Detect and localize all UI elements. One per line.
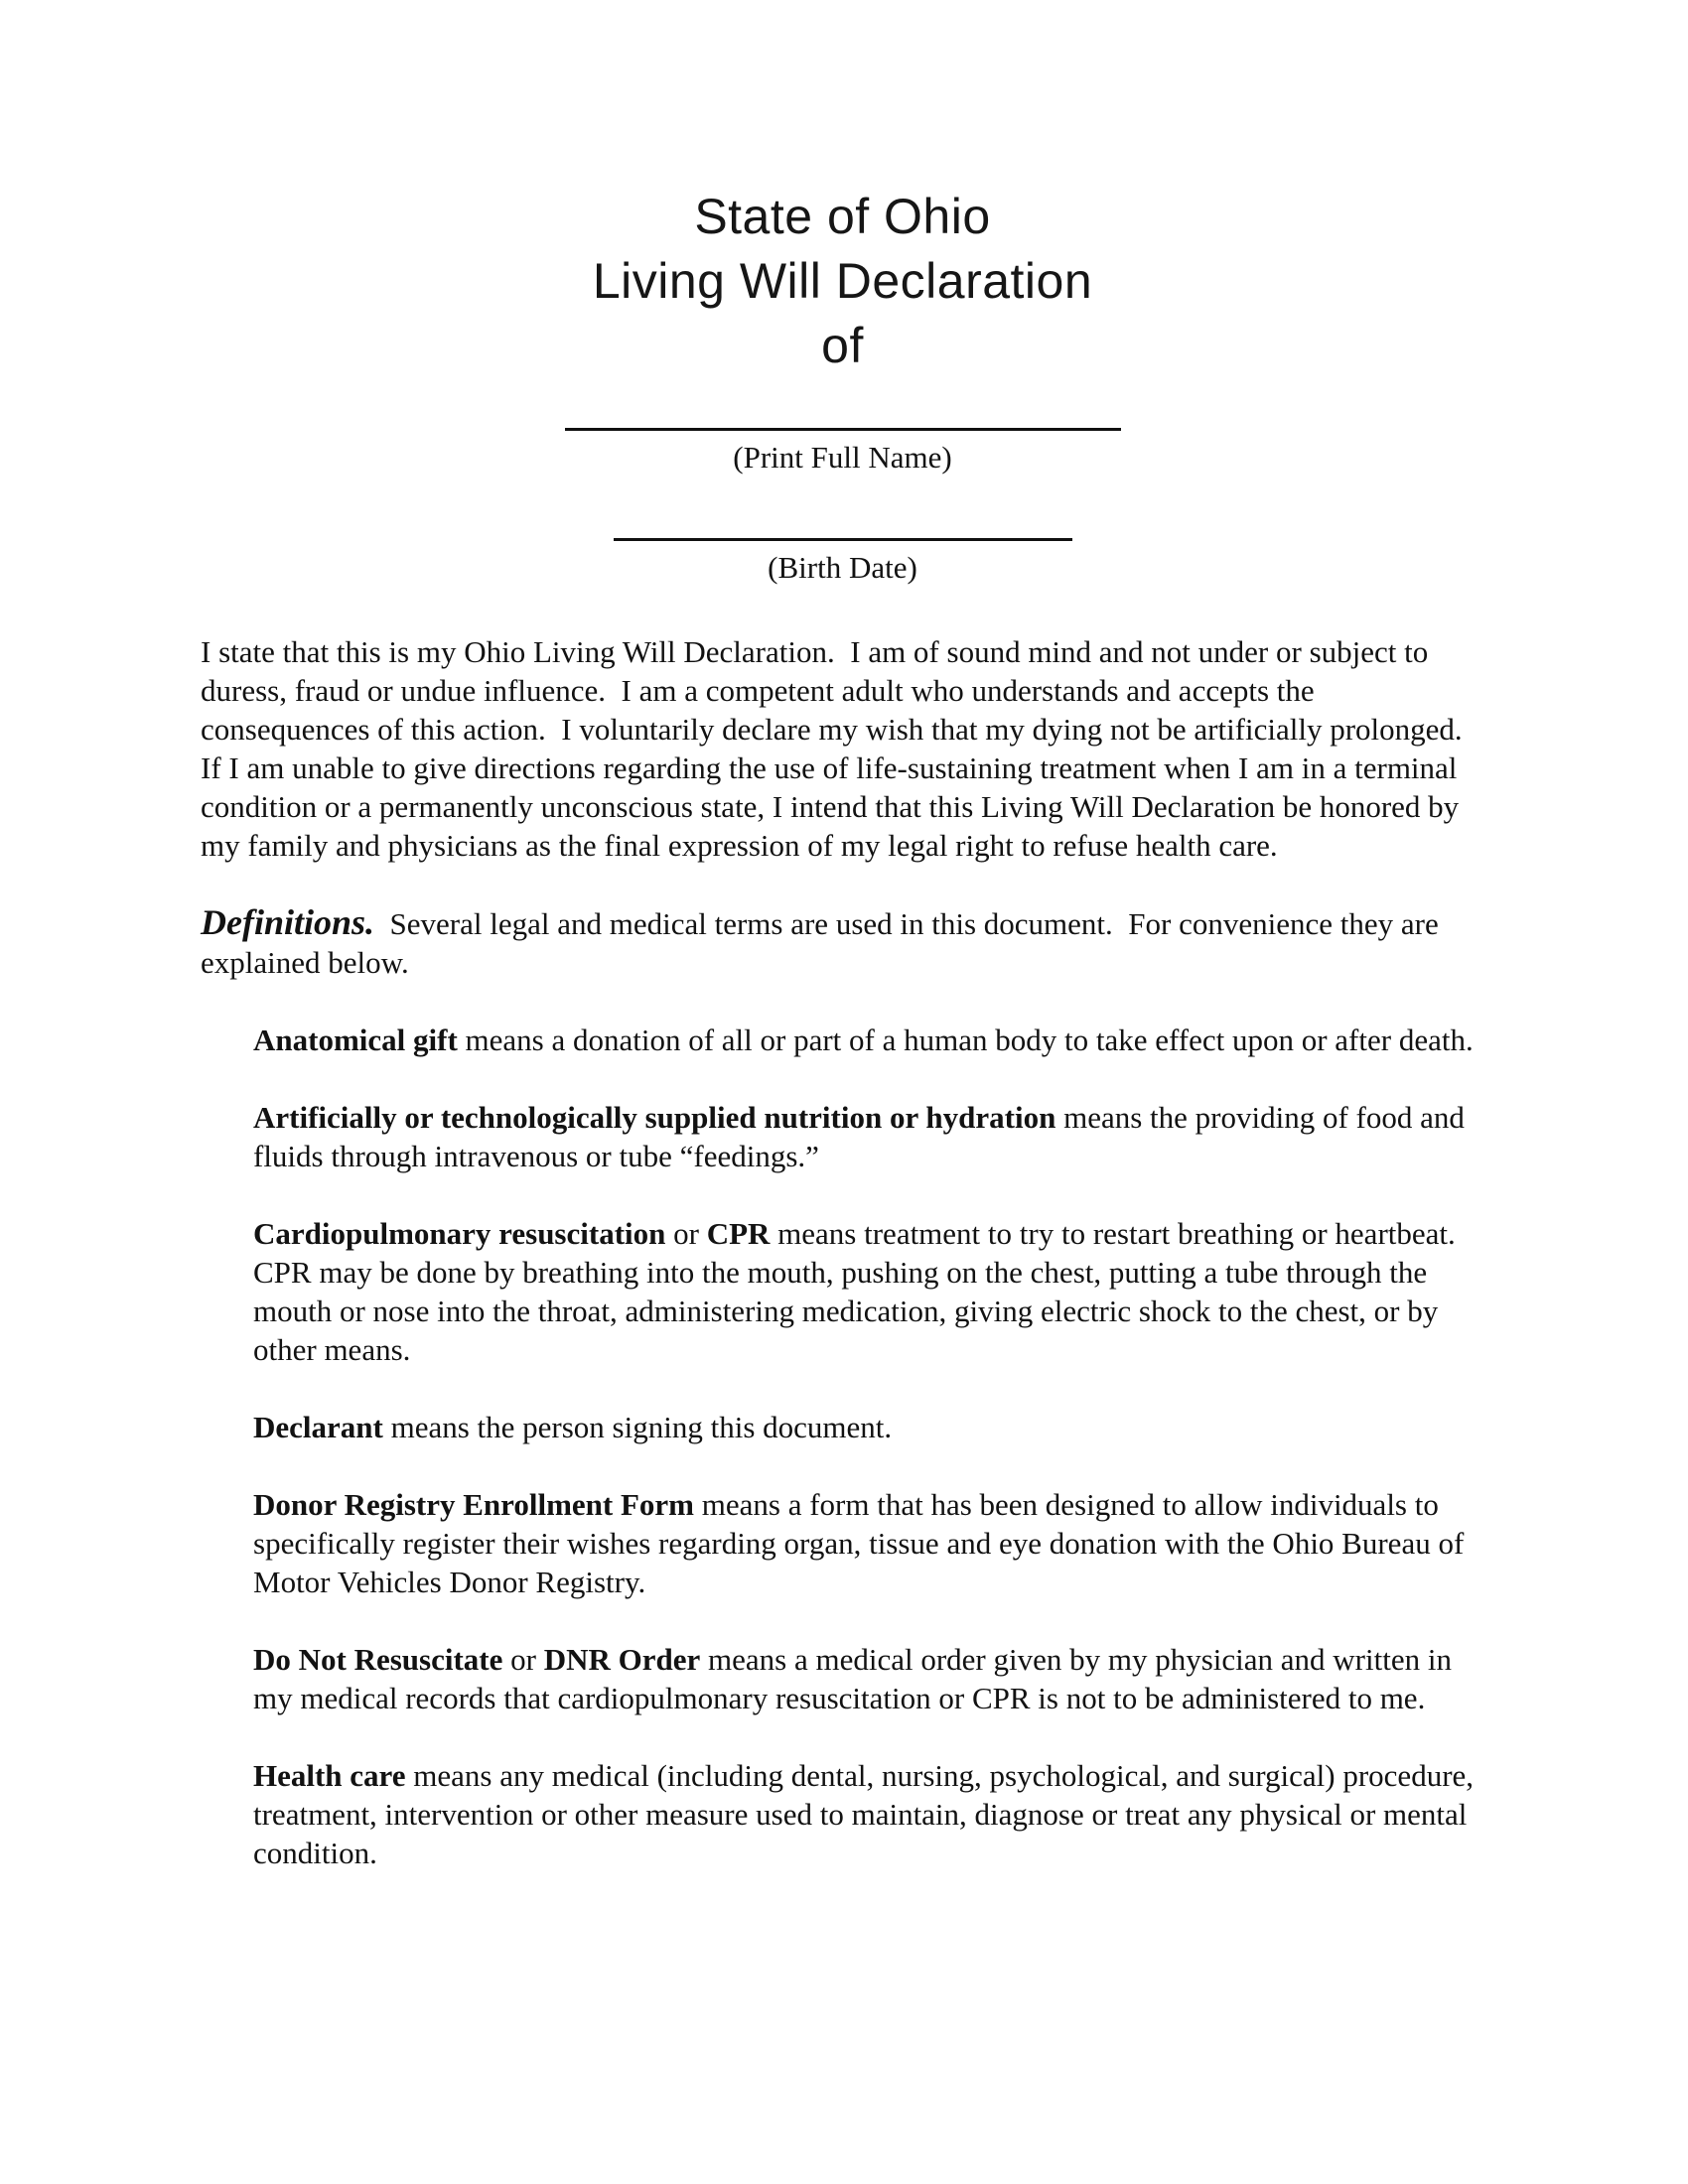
definition-term-abbr: CPR bbox=[706, 1216, 771, 1251]
definition-term: Health care bbox=[253, 1758, 406, 1793]
definition-anatomical-gift bbox=[253, 1021, 1484, 1059]
definition-term: Do Not Resuscitate bbox=[253, 1642, 503, 1677]
definition-connector: or bbox=[665, 1216, 707, 1251]
birth-date-field bbox=[201, 538, 1484, 587]
definition-term: Donor Registry Enrollment Form bbox=[253, 1487, 694, 1522]
title-line-declaration: Living Will Declaration bbox=[592, 253, 1093, 309]
definition-term: Anatomical gift bbox=[253, 1023, 458, 1057]
definition-text: means a medical order given by my physician and written in my medical records that cardiopulmonary resuscitation or CPR is not to be administered to me. bbox=[253, 1642, 1460, 1715]
definition-declarant bbox=[253, 1408, 1484, 1446]
definition-text: means a donation of all or part of a human body to take effect upon or after death. bbox=[457, 1023, 1474, 1057]
definition-term: Cardiopulmonary resuscitation bbox=[253, 1216, 666, 1251]
print-full-name-field bbox=[201, 428, 1484, 477]
birth-date-line bbox=[614, 538, 1072, 541]
definition-term: Artificially or technologically supplied nutrition or hydration bbox=[253, 1100, 1056, 1135]
title-line-state: State of Ohio bbox=[694, 189, 991, 244]
definition-artificial-nutrition bbox=[253, 1098, 1484, 1175]
intro-paragraph: I state that this is my Ohio Living Will Declaration. I am of sound mind and not under or subject to duress, fraud or undue influence. I am a competent adult who understands and accepts the consequences of this action. I voluntarily declare my wish that my dying not be artificially prolonged. If I am unable to give directions regarding the use of life-sustaining treatment when I am in a terminal condition or a permanently unconscious state, I intend that this Living Will Declaration be honored by my family and physicians as the final expression of my legal right to refuse health care. bbox=[201, 634, 1471, 863]
definition-text: means any medical (including dental, nursing, psychological, and surgical) procedure, treatment, intervention or other measure used to maintain, diagnose or treat any physical or mental condition. bbox=[253, 1758, 1481, 1870]
definition-term-abbr: DNR Order bbox=[543, 1642, 701, 1677]
birth-date-label: (Birth Date) bbox=[768, 550, 917, 585]
print-full-name-line bbox=[565, 428, 1121, 431]
definition-term: Declarant bbox=[253, 1410, 383, 1444]
definition-donor-registry bbox=[253, 1485, 1484, 1601]
definition-text: means a form that has been designed to allow individuals to specifically register their wishes regarding organ, tissue and eye donation with the Ohio Bureau of Motor Vehicles Donor Registry. bbox=[253, 1487, 1473, 1599]
definition-text: means treatment to try to restart breathing or heartbeat. CPR may be done by breathing into the mouth, pushing on the chest, putting a tube through the mouth or nose into the throat, administering medication, giving electric shock to the chest, or by other means. bbox=[253, 1216, 1472, 1367]
definition-text: means the person signing this document. bbox=[382, 1410, 893, 1444]
definition-cpr bbox=[253, 1214, 1484, 1369]
definition-text: means the providing of food and fluids through intravenous or tube “feedings.” bbox=[253, 1100, 1473, 1173]
definitions-heading bbox=[201, 903, 1484, 982]
print-full-name-label: (Print Full Name) bbox=[733, 440, 952, 475]
definition-health-care bbox=[253, 1756, 1484, 1872]
definition-connector: or bbox=[502, 1642, 544, 1677]
title-line-of: of bbox=[821, 318, 864, 373]
definition-dnr-order bbox=[253, 1640, 1484, 1717]
definitions-heading-text: Several legal and medical terms are used in this document. For convenience they are explained below. bbox=[201, 906, 1447, 980]
definitions-heading-term: Definitions. bbox=[201, 902, 375, 942]
document-title bbox=[201, 185, 1484, 378]
